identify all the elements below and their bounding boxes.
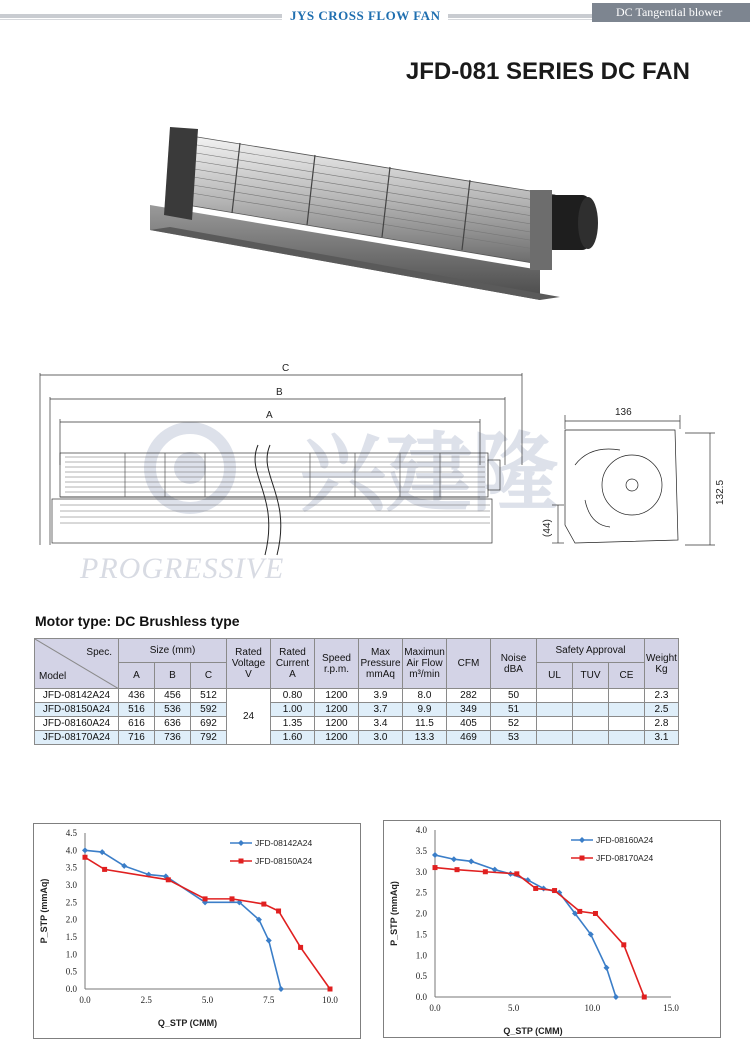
category-tag: DC Tangential blower [592,3,750,22]
spec-label: Spec. [86,647,112,658]
row-ce [609,731,645,745]
row-ce [609,717,645,731]
row-b: 536 [155,703,191,717]
row-cfm: 282 [447,689,491,703]
x-tick-label: 0.0 [429,1003,441,1013]
pressure-header: Max Pressure mmAq [359,639,403,689]
cfm-header: CFM [447,639,491,689]
data-point [621,942,626,947]
row-model: JFD-08170A24 [35,731,119,745]
row-c: 692 [191,717,227,731]
y-tick-label: 3.5 [65,862,77,873]
model-label: Model [39,671,67,682]
row-pressure: 3.0 [359,731,403,745]
row-model: JFD-08160A24 [35,717,119,731]
table-row [35,717,679,731]
data-point [613,994,619,1000]
data-point [455,867,460,872]
legend-label: JFD-08170A24 [596,853,654,863]
dim-136-label: 136 [615,407,632,418]
data-point [102,867,107,872]
row-tuv [573,731,609,745]
y-tick-label: 4.0 [65,845,77,856]
row-a: 436 [119,689,155,703]
spec-table [34,638,679,745]
row-current: 1.35 [271,717,315,731]
row-noise: 53 [491,731,537,745]
voltage-header: Rated Voltage V [227,639,271,689]
x-tick-label: 5.0 [508,1003,520,1013]
row-airflow: 9.9 [403,703,447,717]
row-speed: 1200 [315,703,359,717]
y-tick-label: 2.0 [415,908,427,919]
x-axis-label: Q_STP (CMM) [503,1026,563,1036]
row-ul [537,689,573,703]
row-c: 592 [191,703,227,717]
row-b: 736 [155,731,191,745]
data-point [533,886,538,891]
row-speed: 1200 [315,689,359,703]
data-point [230,896,235,901]
x-tick-label: 5.0 [201,995,214,1005]
y-tick-label: 0.0 [65,984,77,994]
data-point [514,871,519,876]
row-current: 0.80 [271,689,315,703]
row-speed: 1200 [315,731,359,745]
row-tuv [573,703,609,717]
data-point [266,937,272,943]
x-axis-label: Q_STP (CMM) [157,1018,218,1028]
motor-type-heading: Motor type: DC Brushless type [35,613,240,629]
table-row [35,731,679,745]
weight-header: Weight Kg [645,639,679,689]
data-point [298,945,303,950]
row-weight: 3.1 [645,731,679,745]
y-tick-label: 4.0 [415,825,427,835]
table-row [35,689,679,703]
row-speed: 1200 [315,717,359,731]
dim-c-label: C [282,363,290,374]
data-point [203,896,208,901]
data-point [483,869,488,874]
series-line [85,857,330,989]
row-a: 616 [119,717,155,731]
y-tick-label: 0.0 [415,992,427,1002]
row-c: 792 [191,731,227,745]
row-a: 716 [119,731,155,745]
legend-marker [580,856,585,861]
pq-chart-left [33,823,359,1037]
data-point [593,911,598,916]
data-point [276,909,281,914]
data-point [261,902,266,907]
data-point [642,995,647,1000]
current-header: Rated Current A [271,639,315,689]
row-pressure: 3.9 [359,689,403,703]
safety-header: Safety Approval [537,639,645,663]
legend-label: JFD-08150A24 [255,856,313,866]
data-point [577,909,582,914]
row-airflow: 13.3 [403,731,447,745]
row-cfm: 349 [447,703,491,717]
row-b: 456 [155,689,191,703]
noise-header: Noise dBA [491,639,537,689]
y-axis-label: P_STP (mmAq) [39,878,49,944]
data-point [552,888,557,893]
x-tick-label: 15.0 [663,1003,679,1013]
legend-label: JFD-08160A24 [596,835,654,845]
x-tick-label: 2.5 [140,995,152,1005]
y-tick-label: 1.0 [415,950,427,961]
page-title: JFD-081 SERIES DC FAN [405,58,690,85]
y-tick-label: 0.5 [65,966,77,977]
col-b-header: B [155,663,191,689]
x-tick-label: 0.0 [79,995,91,1005]
row-ce [609,703,645,717]
data-point [603,965,609,971]
dim-1325-label: 132.5 [715,479,726,505]
airflow-header: Maximun Air Flow m³/min [403,639,447,689]
row-c: 512 [191,689,227,703]
row-model: JFD-08150A24 [35,703,119,717]
col-c-header: C [191,663,227,689]
x-tick-label: 10.0 [584,1003,601,1013]
y-tick-label: 3.0 [65,880,77,890]
speed-header: Speed r.p.m. [315,639,359,689]
row-airflow: 11.5 [403,717,447,731]
ul-header: UL [537,663,573,689]
row-ul [537,731,573,745]
data-point [432,852,438,858]
row-cfm: 469 [447,731,491,745]
y-tick-label: 3.5 [415,845,427,856]
row-noise: 51 [491,703,537,717]
row-weight: 2.8 [645,717,679,731]
pq-chart-right [383,820,719,1036]
x-tick-label: 7.5 [263,995,275,1005]
row-ul [537,717,573,731]
row-cfm: 405 [447,717,491,731]
data-point [278,986,284,992]
row-ul [537,703,573,717]
row-airflow: 8.0 [403,689,447,703]
spec-model-header [35,639,119,689]
brand-heading: JYS CROSS FLOW FAN [282,8,448,24]
data-point [451,856,457,862]
y-tick-label: 1.5 [415,929,427,940]
y-tick-label: 4.5 [65,828,77,838]
row-ce [609,689,645,703]
row-tuv [573,717,609,731]
row-current: 1.00 [271,703,315,717]
row-b: 636 [155,717,191,731]
dim-a-label: A [266,410,273,421]
legend-marker [239,859,244,864]
data-point [83,855,88,860]
legend-marker [238,840,244,846]
y-tick-label: 1.0 [65,949,77,960]
row-weight: 2.3 [645,689,679,703]
tuv-header: TUV [573,663,609,689]
watermark-cn: 兴建隆 [300,424,558,518]
row-pressure: 3.7 [359,703,403,717]
row-noise: 50 [491,689,537,703]
series-line [435,855,616,997]
dim-44-label: (44) [542,519,553,537]
data-point [468,858,474,864]
y-tick-label: 1.5 [65,932,77,942]
data-point [328,987,333,992]
watermark-text: PROGRESSIVE [80,552,285,585]
size-header: Size (mm) [119,639,227,663]
y-tick-label: 3.0 [415,866,427,877]
legend-label: JFD-08142A24 [255,838,313,848]
row-tuv [573,689,609,703]
ce-header: CE [609,663,645,689]
legend-marker [579,837,585,843]
dim-b-label: B [276,387,283,398]
row-a: 516 [119,703,155,717]
col-a-header: A [119,663,155,689]
row-noise: 52 [491,717,537,731]
x-tick-label: 10.0 [322,995,338,1005]
voltage-value: 24 [227,689,271,745]
data-point [433,865,438,870]
y-tick-label: 2.5 [415,887,427,898]
row-pressure: 3.4 [359,717,403,731]
table-row [35,703,679,717]
fan-product-illustration [140,115,600,315]
data-point [166,877,171,882]
row-model: JFD-08142A24 [35,689,119,703]
y-axis-label: P_STP (mmAq) [389,881,399,946]
row-current: 1.60 [271,731,315,745]
y-tick-label: 2.0 [65,914,77,925]
data-point [82,847,88,853]
y-tick-label: 0.5 [415,971,427,982]
y-tick-label: 2.5 [65,897,77,908]
row-weight: 2.5 [645,703,679,717]
